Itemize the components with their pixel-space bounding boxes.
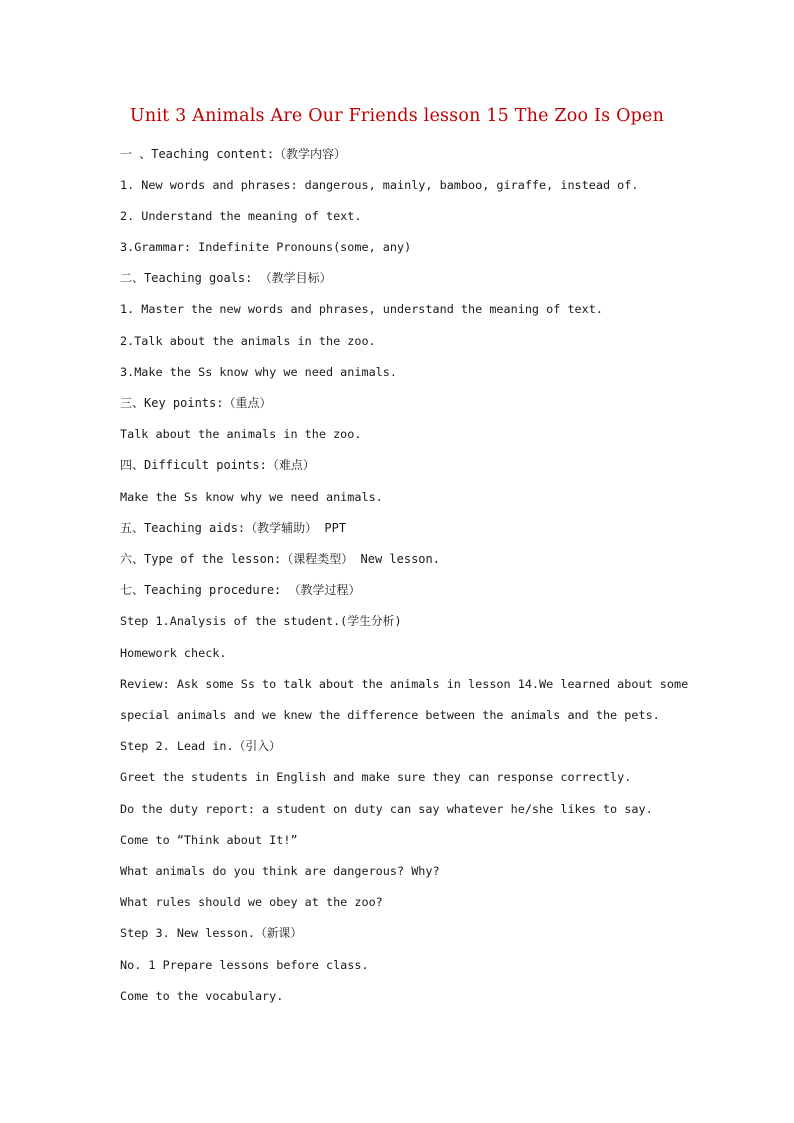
text-line: What rules should we obey at the zoo?	[120, 895, 383, 909]
text-line: 2.Talk about the animals in the zoo.	[120, 334, 376, 348]
text-line: Make the Ss know why we need animals.	[120, 490, 383, 504]
section-heading-teaching-procedure: 七、Teaching procedure: （教学过程）	[120, 583, 361, 597]
text-line: 1. New words and phrases: dangerous, mainly, bamboo, giraffe, instead of.	[120, 178, 639, 192]
text-line: Talk about the animals in the zoo.	[120, 427, 362, 441]
text-line: No. 1 Prepare lessons before class.	[120, 958, 369, 972]
text-line: What animals do you think are dangerous? Why?	[120, 864, 440, 878]
step-heading: Step 3. New lesson.（新课）	[120, 926, 303, 940]
text-line: Come to the vocabulary.	[120, 989, 284, 1003]
document-title: Unit 3 Animals Are Our Friends lesson 15 The Zoo Is Open	[129, 106, 665, 126]
section-heading-teaching-content: 一 、Teaching content:（教学内容）	[120, 147, 347, 161]
section-heading-type-of-lesson: 六、Type of the lesson:（课程类型） New lesson.	[120, 552, 440, 566]
section-heading-teaching-goals: 二、Teaching goals: （教学目标）	[120, 271, 332, 285]
section-heading-key-points: 三、Key points:（重点）	[120, 396, 272, 410]
text-line: Review: Ask some Ss to talk about the animals in lesson 14.We learned about some	[120, 677, 689, 691]
section-heading-teaching-aids: 五、Teaching aids:（教学辅助） PPT	[120, 521, 347, 535]
text-line: special animals and we knew the difference between the animals and the pets.	[120, 708, 660, 722]
step-heading: Step 1.Analysis of the student.(学生分析)	[120, 614, 402, 628]
text-line: Come to “Think about It!”	[120, 833, 298, 847]
text-line: Homework check.	[120, 646, 227, 660]
text-line: 3.Make the Ss know why we need animals.	[120, 365, 397, 379]
section-heading-difficult-points: 四、Difficult points:（难点）	[120, 458, 315, 472]
step-heading: Step 2. Lead in.（引入）	[120, 739, 281, 753]
text-line: 2. Understand the meaning of text.	[120, 209, 362, 223]
text-line: 1. Master the new words and phrases, understand the meaning of text.	[120, 302, 603, 316]
text-line: Do the duty report: a student on duty can say whatever he/she likes to say.	[120, 802, 653, 816]
text-line: 3.Grammar: Indefinite Pronouns(some, any)	[120, 240, 412, 254]
text-line: Greet the students in English and make sure they can response correctly.	[120, 770, 632, 784]
